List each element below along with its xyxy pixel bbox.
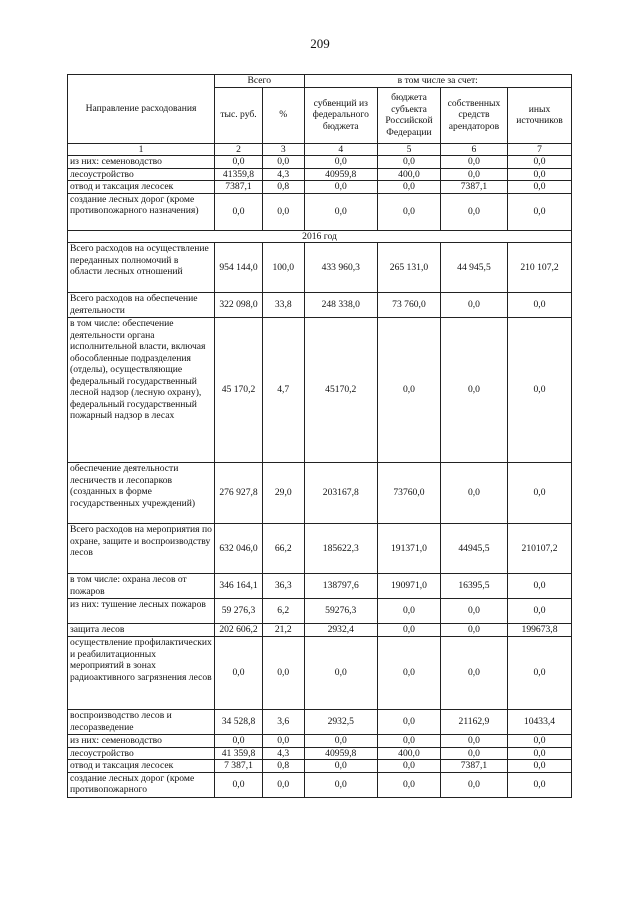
row-value: 433 960,3: [304, 243, 378, 293]
row-label: создание лесных дорог (кроме противопожарного: [68, 772, 215, 797]
header-percent: %: [262, 87, 304, 143]
row-value: 0,0: [508, 181, 572, 194]
table-row: [68, 624, 572, 637]
row-value: 0,0: [215, 772, 263, 797]
table-body-2016: [68, 243, 572, 798]
header-tenants-funds: собственных средств арендаторов: [440, 87, 507, 143]
row-value: 0,0: [508, 772, 572, 797]
row-value: 45170,2: [304, 318, 378, 463]
header-thousand-rub: тыс. руб.: [215, 87, 263, 143]
row-value: 0,0: [304, 637, 378, 710]
row-value: 0,0: [440, 293, 507, 318]
column-number: 6: [440, 143, 507, 156]
row-value: 0,0: [508, 760, 572, 773]
table-row: [68, 524, 572, 574]
row-value: 265 131,0: [378, 243, 441, 293]
row-value: 0,0: [304, 156, 378, 169]
row-label: обеспечение деятельности лесничеств и лесопарков (созданных в форме государственных учреждений): [68, 463, 215, 524]
row-value: 73760,0: [378, 463, 441, 524]
row-value: 276 927,8: [215, 463, 263, 524]
row-label: Всего расходов на осуществление переданных полномочий в области лесных отношений: [68, 243, 215, 293]
row-value: 0,0: [508, 156, 572, 169]
table-row: [68, 156, 572, 169]
row-value: 138797,6: [304, 574, 378, 599]
row-value: 190971,0: [378, 574, 441, 599]
table-row: [68, 574, 572, 599]
row-value: 0,0: [378, 181, 441, 194]
header-federal-subventions: субвенций из федерального бюджета: [304, 87, 378, 143]
row-value: 45 170,2: [215, 318, 263, 463]
row-value: 0,0: [440, 772, 507, 797]
row-value: 199673,8: [508, 624, 572, 637]
row-value: 0,0: [440, 624, 507, 637]
row-value: 202 606,2: [215, 624, 263, 637]
row-value: 0,0: [378, 710, 441, 735]
row-value: 191371,0: [378, 524, 441, 574]
row-value: 0,0: [262, 156, 304, 169]
row-value: 248 338,0: [304, 293, 378, 318]
row-label: Всего расходов на обеспечение деятельности: [68, 293, 215, 318]
row-value: 0,0: [262, 735, 304, 748]
row-value: 0,0: [215, 637, 263, 710]
table-row: [68, 637, 572, 710]
row-label: отвод и таксация лесосек: [68, 760, 215, 773]
table-row: [68, 181, 572, 194]
row-value: 16395,5: [440, 574, 507, 599]
column-number: 2: [215, 143, 263, 156]
row-value: 0,0: [508, 293, 572, 318]
table-row: [68, 710, 572, 735]
header-direction: Направление расходования: [68, 75, 215, 144]
row-value: 0,0: [378, 624, 441, 637]
table-row: [68, 760, 572, 773]
row-label: лесоустройство: [68, 168, 215, 181]
row-value: 0,0: [440, 463, 507, 524]
row-value: 10433,4: [508, 710, 572, 735]
table-row: [68, 735, 572, 748]
table-body-top: [68, 156, 572, 231]
header-other-sources: иных источников: [508, 87, 572, 143]
row-value: 29,0: [262, 463, 304, 524]
table-row: [68, 463, 572, 524]
row-value: 0,0: [440, 156, 507, 169]
budget-table: [67, 74, 572, 798]
row-value: 0,0: [440, 318, 507, 463]
table-row: [68, 193, 572, 230]
row-value: 400,0: [378, 168, 441, 181]
row-value: 0,8: [262, 760, 304, 773]
row-value: 66,2: [262, 524, 304, 574]
row-value: 59276,3: [304, 599, 378, 624]
table-row: [68, 772, 572, 797]
header-regional-budget: бюджета субъекта Российской Федерации: [378, 87, 441, 143]
row-value: 0,0: [378, 772, 441, 797]
row-label: отвод и таксация лесосек: [68, 181, 215, 194]
row-label: создание лесных дорог (кроме противопожарного назначения): [68, 193, 215, 230]
row-value: 41 359,8: [215, 747, 263, 760]
row-value: 0,0: [262, 772, 304, 797]
row-value: 0,0: [508, 735, 572, 748]
row-value: 0,0: [508, 599, 572, 624]
row-value: 632 046,0: [215, 524, 263, 574]
row-value: 21162,9: [440, 710, 507, 735]
row-value: 0,0: [508, 463, 572, 524]
row-label: в том числе: охрана лесов от пожаров: [68, 574, 215, 599]
row-value: 7 387,1: [215, 760, 263, 773]
year-row: 2016 год: [68, 230, 572, 243]
row-value: 7387,1: [440, 760, 507, 773]
row-label: воспроизводство лесов и лесоразведение: [68, 710, 215, 735]
row-value: 0,0: [304, 760, 378, 773]
row-value: 0,0: [378, 193, 441, 230]
row-value: 0,0: [508, 318, 572, 463]
column-number: 3: [262, 143, 304, 156]
row-value: 7387,1: [215, 181, 263, 194]
row-value: 0,0: [304, 772, 378, 797]
table-row: [68, 293, 572, 318]
row-value: 0,0: [304, 735, 378, 748]
row-label: из них: тушение лесных пожаров: [68, 599, 215, 624]
row-value: 33,8: [262, 293, 304, 318]
row-value: 0,0: [378, 760, 441, 773]
row-value: 0,0: [378, 735, 441, 748]
row-value: 0,0: [215, 193, 263, 230]
row-value: 0,0: [378, 637, 441, 710]
column-number: 4: [304, 143, 378, 156]
row-value: 210107,2: [508, 524, 572, 574]
row-value: 0,0: [508, 637, 572, 710]
column-number-row: [68, 143, 572, 156]
row-value: 0,0: [262, 193, 304, 230]
header-total: Всего: [215, 75, 304, 88]
row-value: 6,2: [262, 599, 304, 624]
row-value: 3,6: [262, 710, 304, 735]
row-value: 346 164,1: [215, 574, 263, 599]
row-value: 100,0: [262, 243, 304, 293]
row-value: 0,0: [508, 574, 572, 599]
row-value: 0,0: [262, 637, 304, 710]
row-value: 0,0: [378, 599, 441, 624]
column-number: 1: [68, 143, 215, 156]
row-value: 4,7: [262, 318, 304, 463]
row-value: 0,0: [440, 747, 507, 760]
page-number: 209: [310, 36, 330, 51]
row-value: 322 098,0: [215, 293, 263, 318]
row-value: 185622,3: [304, 524, 378, 574]
row-value: 41359,8: [215, 168, 263, 181]
row-value: 0,0: [304, 181, 378, 194]
row-value: 0,0: [508, 168, 572, 181]
table-row: [68, 318, 572, 463]
row-value: 44 945,5: [440, 243, 507, 293]
row-value: 59 276,3: [215, 599, 263, 624]
row-label: из них: семеноводство: [68, 735, 215, 748]
row-value: 40959,8: [304, 747, 378, 760]
row-value: 203167,8: [304, 463, 378, 524]
row-value: 0,0: [440, 637, 507, 710]
column-number: 5: [378, 143, 441, 156]
row-value: 0,0: [508, 747, 572, 760]
row-value: 4,3: [262, 747, 304, 760]
row-value: 2932,4: [304, 624, 378, 637]
row-label: осуществление профилактических и реабилитационных мероприятий в зонах радиоактивного загрязнения лесов: [68, 637, 215, 710]
row-value: 0,0: [440, 168, 507, 181]
row-value: 0,0: [440, 599, 507, 624]
column-number: 7: [508, 143, 572, 156]
row-label: в том числе: обеспечение деятельности органа исполнительной власти, включая обособленные подразделения (отделы), осуществляющие федеральный государственный лесной надзор (лесную охрану), федеральный государственный пожарный надзор в лесах: [68, 318, 215, 463]
row-label: Всего расходов на мероприятия по охране, защите и воспроизводству лесов: [68, 524, 215, 574]
row-value: 210 107,2: [508, 243, 572, 293]
row-value: 0,0: [378, 318, 441, 463]
table-row: [68, 168, 572, 181]
row-label: лесоустройство: [68, 747, 215, 760]
row-value: 40959,8: [304, 168, 378, 181]
row-value: 0,0: [304, 193, 378, 230]
row-value: 400,0: [378, 747, 441, 760]
table-row: [68, 599, 572, 624]
row-value: 4,3: [262, 168, 304, 181]
row-value: 44945,5: [440, 524, 507, 574]
row-value: 0,8: [262, 181, 304, 194]
row-value: 0,0: [508, 193, 572, 230]
row-value: 0,0: [215, 735, 263, 748]
row-value: 36,3: [262, 574, 304, 599]
row-value: 954 144,0: [215, 243, 263, 293]
row-value: 0,0: [215, 156, 263, 169]
row-label: защита лесов: [68, 624, 215, 637]
row-value: 73 760,0: [378, 293, 441, 318]
row-value: 2932,5: [304, 710, 378, 735]
row-value: 21,2: [262, 624, 304, 637]
year-section: [68, 230, 572, 243]
table-row: [68, 243, 572, 293]
header-including: в том числе за счет:: [304, 75, 571, 88]
row-value: 0,0: [440, 193, 507, 230]
row-value: 34 528,8: [215, 710, 263, 735]
row-value: 0,0: [440, 735, 507, 748]
row-value: 7387,1: [440, 181, 507, 194]
row-value: 0,0: [378, 156, 441, 169]
table-row: [68, 747, 572, 760]
row-label: из них: семеноводство: [68, 156, 215, 169]
